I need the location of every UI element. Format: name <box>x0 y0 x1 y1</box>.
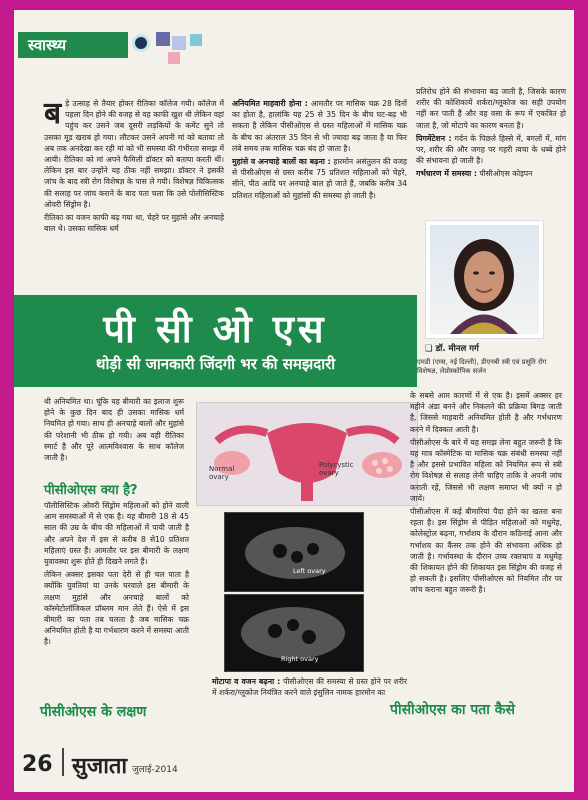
ultrasound-image-right <box>224 594 364 672</box>
subhead-acne-hair: मुहांसे व अनचाहे बालों का बढ़ना : <box>232 157 331 167</box>
intro-text-2: रीतिका का वजन काफी बढ़ गया था, चेहरे पर मुहांसे और अनचाहे बाल थे। उसका मासिक धर्म <box>44 213 224 234</box>
magazine-page <box>14 10 574 792</box>
decor-square-icon <box>156 32 170 46</box>
decor-circle-icon <box>132 34 150 52</box>
paragraph: पीसीओएस की समस्या से ग्रस्त होने पर शरीर में शर्करा/ग्लूकोज नियंत्रित करने वाले इंसुलिन नामक हारमोन का <box>212 677 407 698</box>
dropcap: ब <box>44 96 62 131</box>
article-subtitle: थोड़ी सी जानकारी जिंदगी भर की समझदारी <box>95 355 336 373</box>
footer-divider <box>62 748 64 776</box>
right-column-top <box>416 86 566 216</box>
heading-what-is-pcos: पीसीओएस क्या है? <box>44 483 138 498</box>
ultrasound-label-right: Right ovary <box>281 655 319 663</box>
paragraph: लेकिन अक्सर इसका पता देरी से ही चल पाता है क्योंकि युवतियां या उनके घरवाले इस बीमारी के लक्षण मुहांसे और अनचाहे बालों को कॉस्मेटोलॉजिकल प्रॉब्लम मान लेते हैं। ऐसे में इस बीमारी का पता तब चलता है जब मासिक चक्र अनियमित होती है या गर्भधारण करने में समस्या आती है। <box>44 570 189 647</box>
paragraph: पीसीओएस के बारे में यह समझ लेना बहुत जरूरी है कि यह मात्र कॉस्मेटिक या मासिक चक्र संबंधी समस्या नहीं है और इससे प्रभावित महिला को नियमित रूप से स्त्री रोग विशेषज्ञ से सलाह लेनी चाहिए ताकि वे अपनी जांच कराती रहें, जिससे भी लक्षण समाप्त भी क्यों न हो जायें। <box>410 437 562 503</box>
subhead-pregnancy: गर्भधारण में समस्या : <box>416 169 477 179</box>
heading-symptoms: पीसीओएस के लक्षण <box>40 704 147 720</box>
paragraph: प्रतिरोध होने की संभावना बढ़ जाती है, जिसके कारण शरीर की कोशिकायें शर्करा/ग्लूकोज का सही उपयोग नहीं कर पाती हैं और वह वसा के रूप में एकत्रित हो जाता है, जो मोटापे का कारण बनता है। <box>416 87 566 130</box>
magazine-name: सुजाता <box>72 753 128 779</box>
paragraph: पीसीओएस कोइपन <box>479 169 533 179</box>
paragraph: गर्दन के पिछले हिस्से में, बगलों में, मांग पर, शरीर की और जगह पर गहरी त्वचा के धब्बे होने की संभावना हो जाती है। <box>416 133 566 166</box>
subhead-obesity: मोटापा व वजन बढ़ना : <box>212 677 281 686</box>
paragraph: हारमोन असंतुलन की वजह से पीसीओएस से ग्रस्त करीब 75 प्रतिशत महिलाओं को चेहरे, सीने, पीठ आदि पर अनचाहे बाल हो जाते हैं, जबकि करीब 34 प्रतिशत महिलाओं को मुहांसों की समस्या हो जाती है। <box>232 157 407 200</box>
uterus-diagram <box>196 402 418 506</box>
lower-right-column <box>410 390 562 702</box>
subhead-irregular-period: अनियमित माहवारी होना : <box>232 99 308 108</box>
intro-text: ड़े उत्साह से तैयार होकर रीतिका कॉलेज गयी। कॉलेज में पहला दिन होने की वजह से वह काफी खुश थी लेकिन वहां पहुंच कर उसने जब दूसरी लड़कियों के कमेंट सुने तो उसका मूड खराब हो गया। लौटकर उसने अपनी मां को बताया तो अब तक अनदेखा कर रही मां को भी समस्या की गंभीरता समझ में आयी। रीतिका को मां अपने फैमिली डॉक्टर को बताया करती थीं। लेकिन इस बार उन्होंने यह ठीक नहीं समझा। डॉक्टर ने इसकी जांच के बाद स्त्री रोग विशेषज्ञ के पास ले गयी। विशेषज्ञ चिकित्सक की सलाह पर जांच कराने के बाद पता चला कि उसे पोलीसिस्टिक ओवरी सिंड्रोम है। <box>44 99 224 209</box>
heading-how-to-detect: पीसीओएस का पता कैसे <box>390 702 515 718</box>
diagram-label-normal: Normal ovary <box>209 465 235 481</box>
ultrasound-label-left: Left ovary <box>293 567 326 575</box>
issue-date: जुलाई-2014 <box>132 765 178 775</box>
symptoms-column <box>232 98 407 293</box>
lower-mid-column <box>212 676 407 716</box>
section-tag: स्वास्थ्य <box>18 32 128 58</box>
paragraph: थी अनियमित था। चूंकि यह बीमारी का इलाज शुरू होने के कुछ दिन बाद ही उसका मासिक धर्म नियमित हो गया। साथ ही अनचाहे बालों और मुहांसे की परेशानी भी ठीक हो गयी। अब वही रीतिका स्मार्ट है और पूरे आत्मविश्वास के साथ कॉलेज जाती है। <box>44 397 184 463</box>
paragraph: पीसीओएस में कई बीमारियां पैदा होने का खतरा बना रहता है। इस सिंड्रोम से पीड़ित महिलाओं को मधुमेह, कोलेस्ट्रोल बढ़ना, गर्भाशय के दौरान कठिनाई आना और गर्भाशय का कैंसर तक होने की संभावना अधिक हो जाती है। गर्भावस्था के दौरान उच्च रक्तचाप व मधुमेह की शिकायत होने की शिकायत इस सिंड्रोम की वजह से हो सकती है। इसलिए पीसीओएस को नियमित तौर पर जांच कराना बहुत जरूरी है। <box>410 507 562 595</box>
author-photo-frame <box>425 220 544 339</box>
intro-column <box>44 98 224 298</box>
author-photo <box>430 225 539 334</box>
decor-square-icon <box>190 34 202 46</box>
lower-left-column-2 <box>44 500 189 700</box>
paragraph: पॉलीसिस्टिक ओवरी सिंड्रोम महिलाओं को होने वाली आम समस्याओं में से एक है। यह बीमारी 18 से 45 साल की उम्र के बीच की महिलाओं में पायी जाती है और अपने देश में इस से करीब 8 से10 प्रतिशत महिलाएं ग्रस्त हैं। आमतौर पर इस बीमारी के लक्षण युवावस्था शुरू होते ही दिखने लगते हैं। <box>44 501 189 567</box>
paragraph: के सबसे आम कारणों में से एक है। इसमें अक्सर हर महीने अंडा बनने और निकलने की प्रक्रिया बिगड़ जाती है, जिससे माहवारी अनियमित होती है और गर्भधारण करने में दिक्कत आती है। <box>410 391 562 434</box>
page-number: 26 <box>22 752 53 777</box>
decor-square-icon <box>172 36 186 50</box>
author-name: ❑ डॉ. मीनल गर्ग <box>425 344 479 354</box>
paragraph: आमतौर पर मासिक चक्र 28 दिनों का होता है, हालांकि यह 25 से 35 दिन के बीच घट-बढ़ भी सकता है लेकिन पीसीओएस से ग्रस्त महिलाओं में मासिक चक्र के बीच का अंतराल 35 दिन से भी ज्यादा बढ़ जाता है या फिर लंबे समय तक मासिक चक्र बंद हो जाता है। <box>232 99 407 153</box>
decor-square-icon <box>168 52 180 64</box>
subhead-pigmentation: पिगमेंटेशन : <box>416 133 452 143</box>
article-title: पी सी ओ एस <box>103 306 328 351</box>
ultrasound-image-left <box>224 512 364 592</box>
author-credentials: एमडी (एम्स, नई दिल्ली), डीएनबी स्त्री एवं प्रसूति रोग विशेषज्ञ, लेप्रोस्कोपिक सर्जन <box>417 358 547 375</box>
diagram-label-polycystic: Polycystic ovary <box>319 461 354 477</box>
